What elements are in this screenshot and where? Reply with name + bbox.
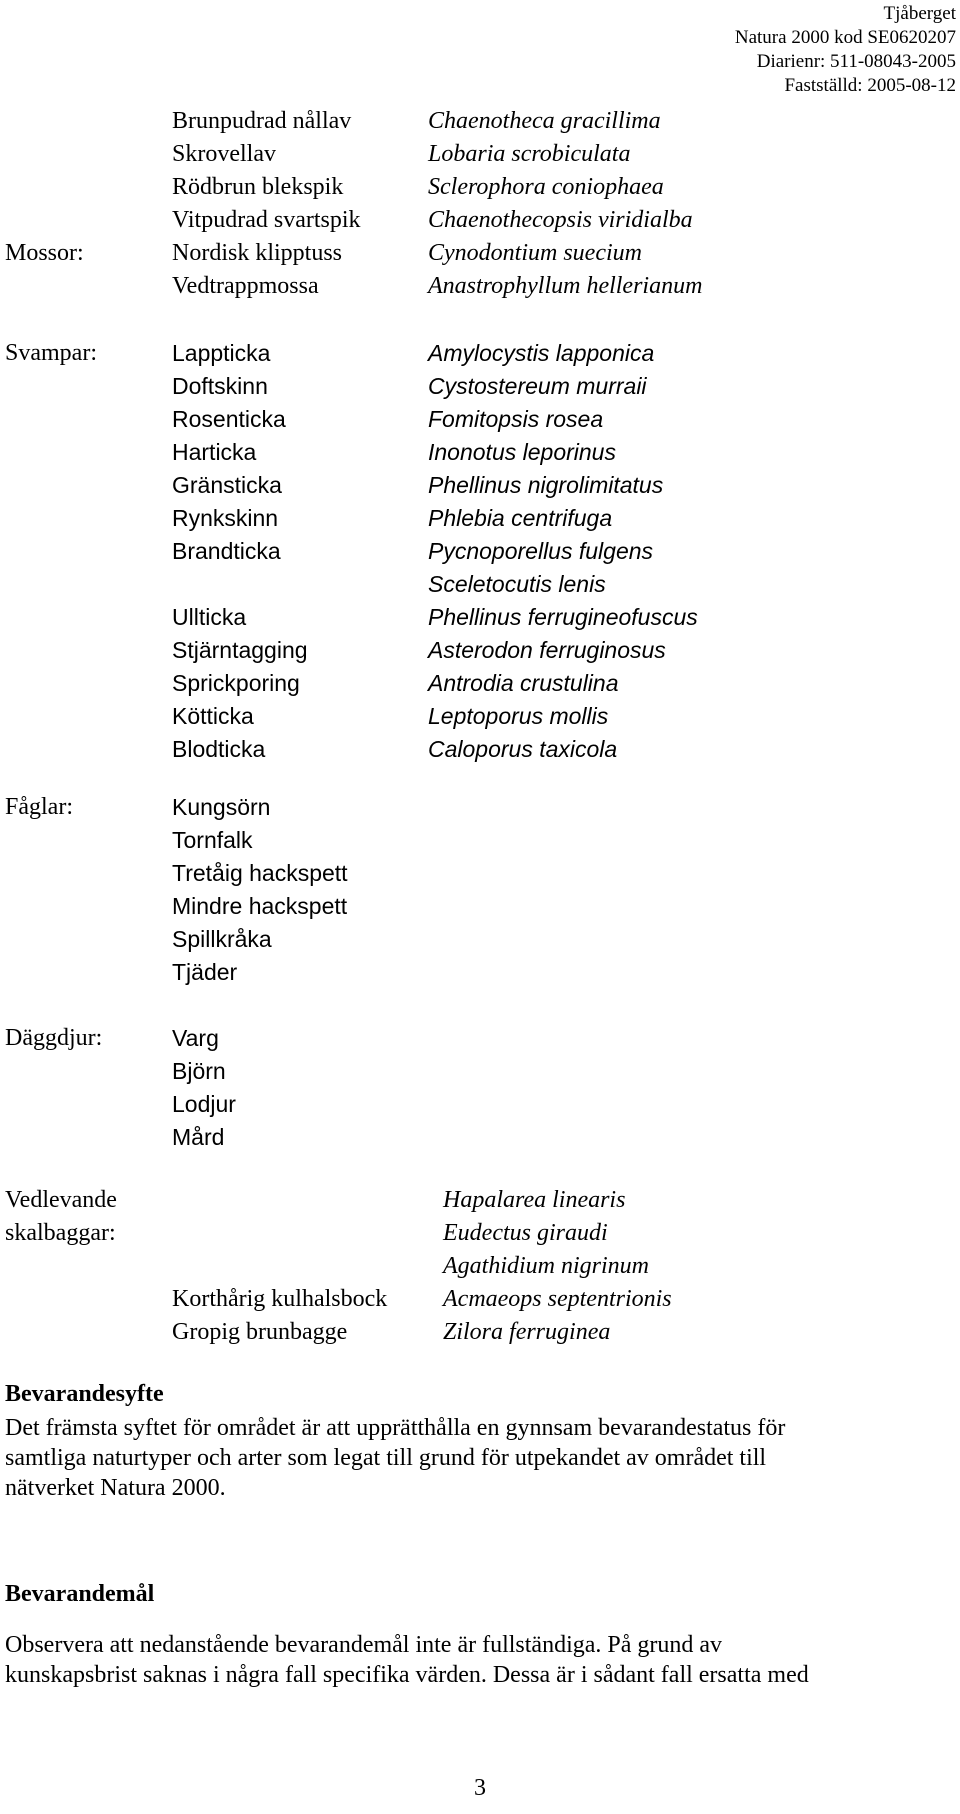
- species-latin: Cystostereum murraii: [428, 373, 647, 399]
- species-latin: Chaenothecopsis viridialba: [428, 207, 693, 233]
- species-latin: Cynodontium suecium: [428, 240, 642, 266]
- species-latin: Pycnoporellus fulgens: [428, 538, 654, 564]
- species-common: Gropig brunbagge: [172, 1319, 348, 1345]
- species-common: Blodticka: [172, 736, 266, 762]
- paragraph-line: Observera att nedanstående bevarandemål inte är fullständiga. På grund av: [5, 1632, 723, 1658]
- page-number: 3: [474, 1775, 486, 1801]
- species-latin: Asterodon ferruginosus: [428, 637, 666, 663]
- category-label-fungi: Svampar:: [5, 340, 97, 366]
- category-label-birds: Fåglar:: [5, 794, 73, 820]
- species-latin: Caloporus taxicola: [428, 736, 618, 762]
- species-latin: Chaenotheca gracillima: [428, 108, 661, 134]
- species-latin: Acmaeops septentrionis: [443, 1286, 672, 1312]
- species-latin: Eudectus giraudi: [443, 1220, 608, 1246]
- paragraph: [5, 1413, 955, 1503]
- species-latin: Lobaria scrobiculata: [428, 141, 631, 167]
- species-latin: Sclerophora coniophaea: [428, 174, 664, 200]
- species-latin: Leptoporus mollis: [428, 703, 609, 729]
- species-common: Rödbrun blekspik: [172, 174, 344, 200]
- paragraph: [5, 1630, 955, 1690]
- species-common: Korthårig kulhalsbock: [172, 1286, 388, 1312]
- species-common: Kötticka: [172, 703, 254, 729]
- species-common: Lodjur: [172, 1091, 236, 1117]
- species-common: Vitpudrad svartspik: [172, 207, 361, 233]
- paragraph-line: Det främsta syftet för området är att upprätthålla en gynnsam bevarandestatus för: [5, 1415, 786, 1441]
- header-site-name: Tjåberget: [883, 3, 956, 24]
- species-common: Skrovellav: [172, 141, 276, 167]
- species-common: Mindre hackspett: [172, 893, 348, 919]
- species-latin: Amylocystis lapponica: [428, 340, 655, 366]
- species-common: Rynkskinn: [172, 505, 279, 531]
- species-common: Brunpudrad nållav: [172, 108, 352, 134]
- species-common: Rosenticka: [172, 406, 286, 432]
- species-latin: Phellinus nigrolimitatus: [428, 472, 664, 498]
- species-common: Stjärntagging: [172, 637, 308, 663]
- category-label-mosses: Mossor:: [5, 240, 84, 266]
- document-header: [735, 2, 956, 98]
- species-common: Vedtrappmossa: [172, 273, 319, 299]
- species-latin: Zilora ferruginea: [443, 1319, 611, 1345]
- species-common: Nordisk klipptuss: [172, 240, 343, 266]
- species-common: Varg: [172, 1025, 219, 1051]
- species-common: Lappticka: [172, 340, 271, 366]
- header-diarienr: Diarienr: 511-08043-2005: [756, 51, 956, 72]
- species-common: Björn: [172, 1058, 226, 1084]
- header-natura-code: Natura 2000 kod SE0620207: [734, 27, 956, 48]
- species-common: Spillkråka: [172, 926, 272, 952]
- species-latin: Inonotus leporinus: [428, 439, 616, 465]
- species-latin: Antrodia crustulina: [428, 670, 619, 696]
- species-common: Brandticka: [172, 538, 281, 564]
- species-common: Ullticka: [172, 604, 247, 630]
- species-latin: Phellinus ferrugineofuscus: [428, 604, 698, 630]
- species-common: Sprickporing: [172, 670, 300, 696]
- species-common: Gränsticka: [172, 472, 282, 498]
- species-latin: Phlebia centrifuga: [428, 505, 613, 531]
- header-faststalld: Fastställd: 2005-08-12: [784, 75, 956, 96]
- category-label-beetles-line1: Vedlevande: [5, 1187, 117, 1213]
- paragraph-line: nätverket Natura 2000.: [5, 1475, 226, 1501]
- paragraph-line: kunskapsbrist saknas i några fall specifika värden. Dessa är i sådant fall ersatta med: [5, 1662, 809, 1688]
- species-latin: Anastrophyllum hellerianum: [428, 273, 703, 299]
- section-heading: Bevarandemål: [5, 1581, 155, 1607]
- species-latin: Agathidium nigrinum: [443, 1253, 650, 1279]
- species-common: Kungsörn: [172, 794, 271, 820]
- section-heading: Bevarandesyfte: [5, 1381, 164, 1407]
- species-common: Tjäder: [172, 959, 238, 985]
- species-common: Harticka: [172, 439, 257, 465]
- category-label-mammals: Däggdjur:: [5, 1025, 103, 1051]
- species-latin: Fomitopsis rosea: [428, 406, 604, 432]
- species-common: Mård: [172, 1124, 225, 1150]
- species-common: Doftskinn: [172, 373, 268, 399]
- category-label-beetles-line2: skalbaggar:: [5, 1220, 116, 1246]
- paragraph-line: samtliga naturtyper och arter som legat till grund för utpekandet av området till: [5, 1445, 767, 1471]
- species-latin: Sceletocutis lenis: [428, 571, 606, 597]
- species-common: Tretåig hackspett: [172, 860, 348, 886]
- species-common: Tornfalk: [172, 827, 253, 853]
- species-latin: Hapalarea linearis: [443, 1187, 626, 1213]
